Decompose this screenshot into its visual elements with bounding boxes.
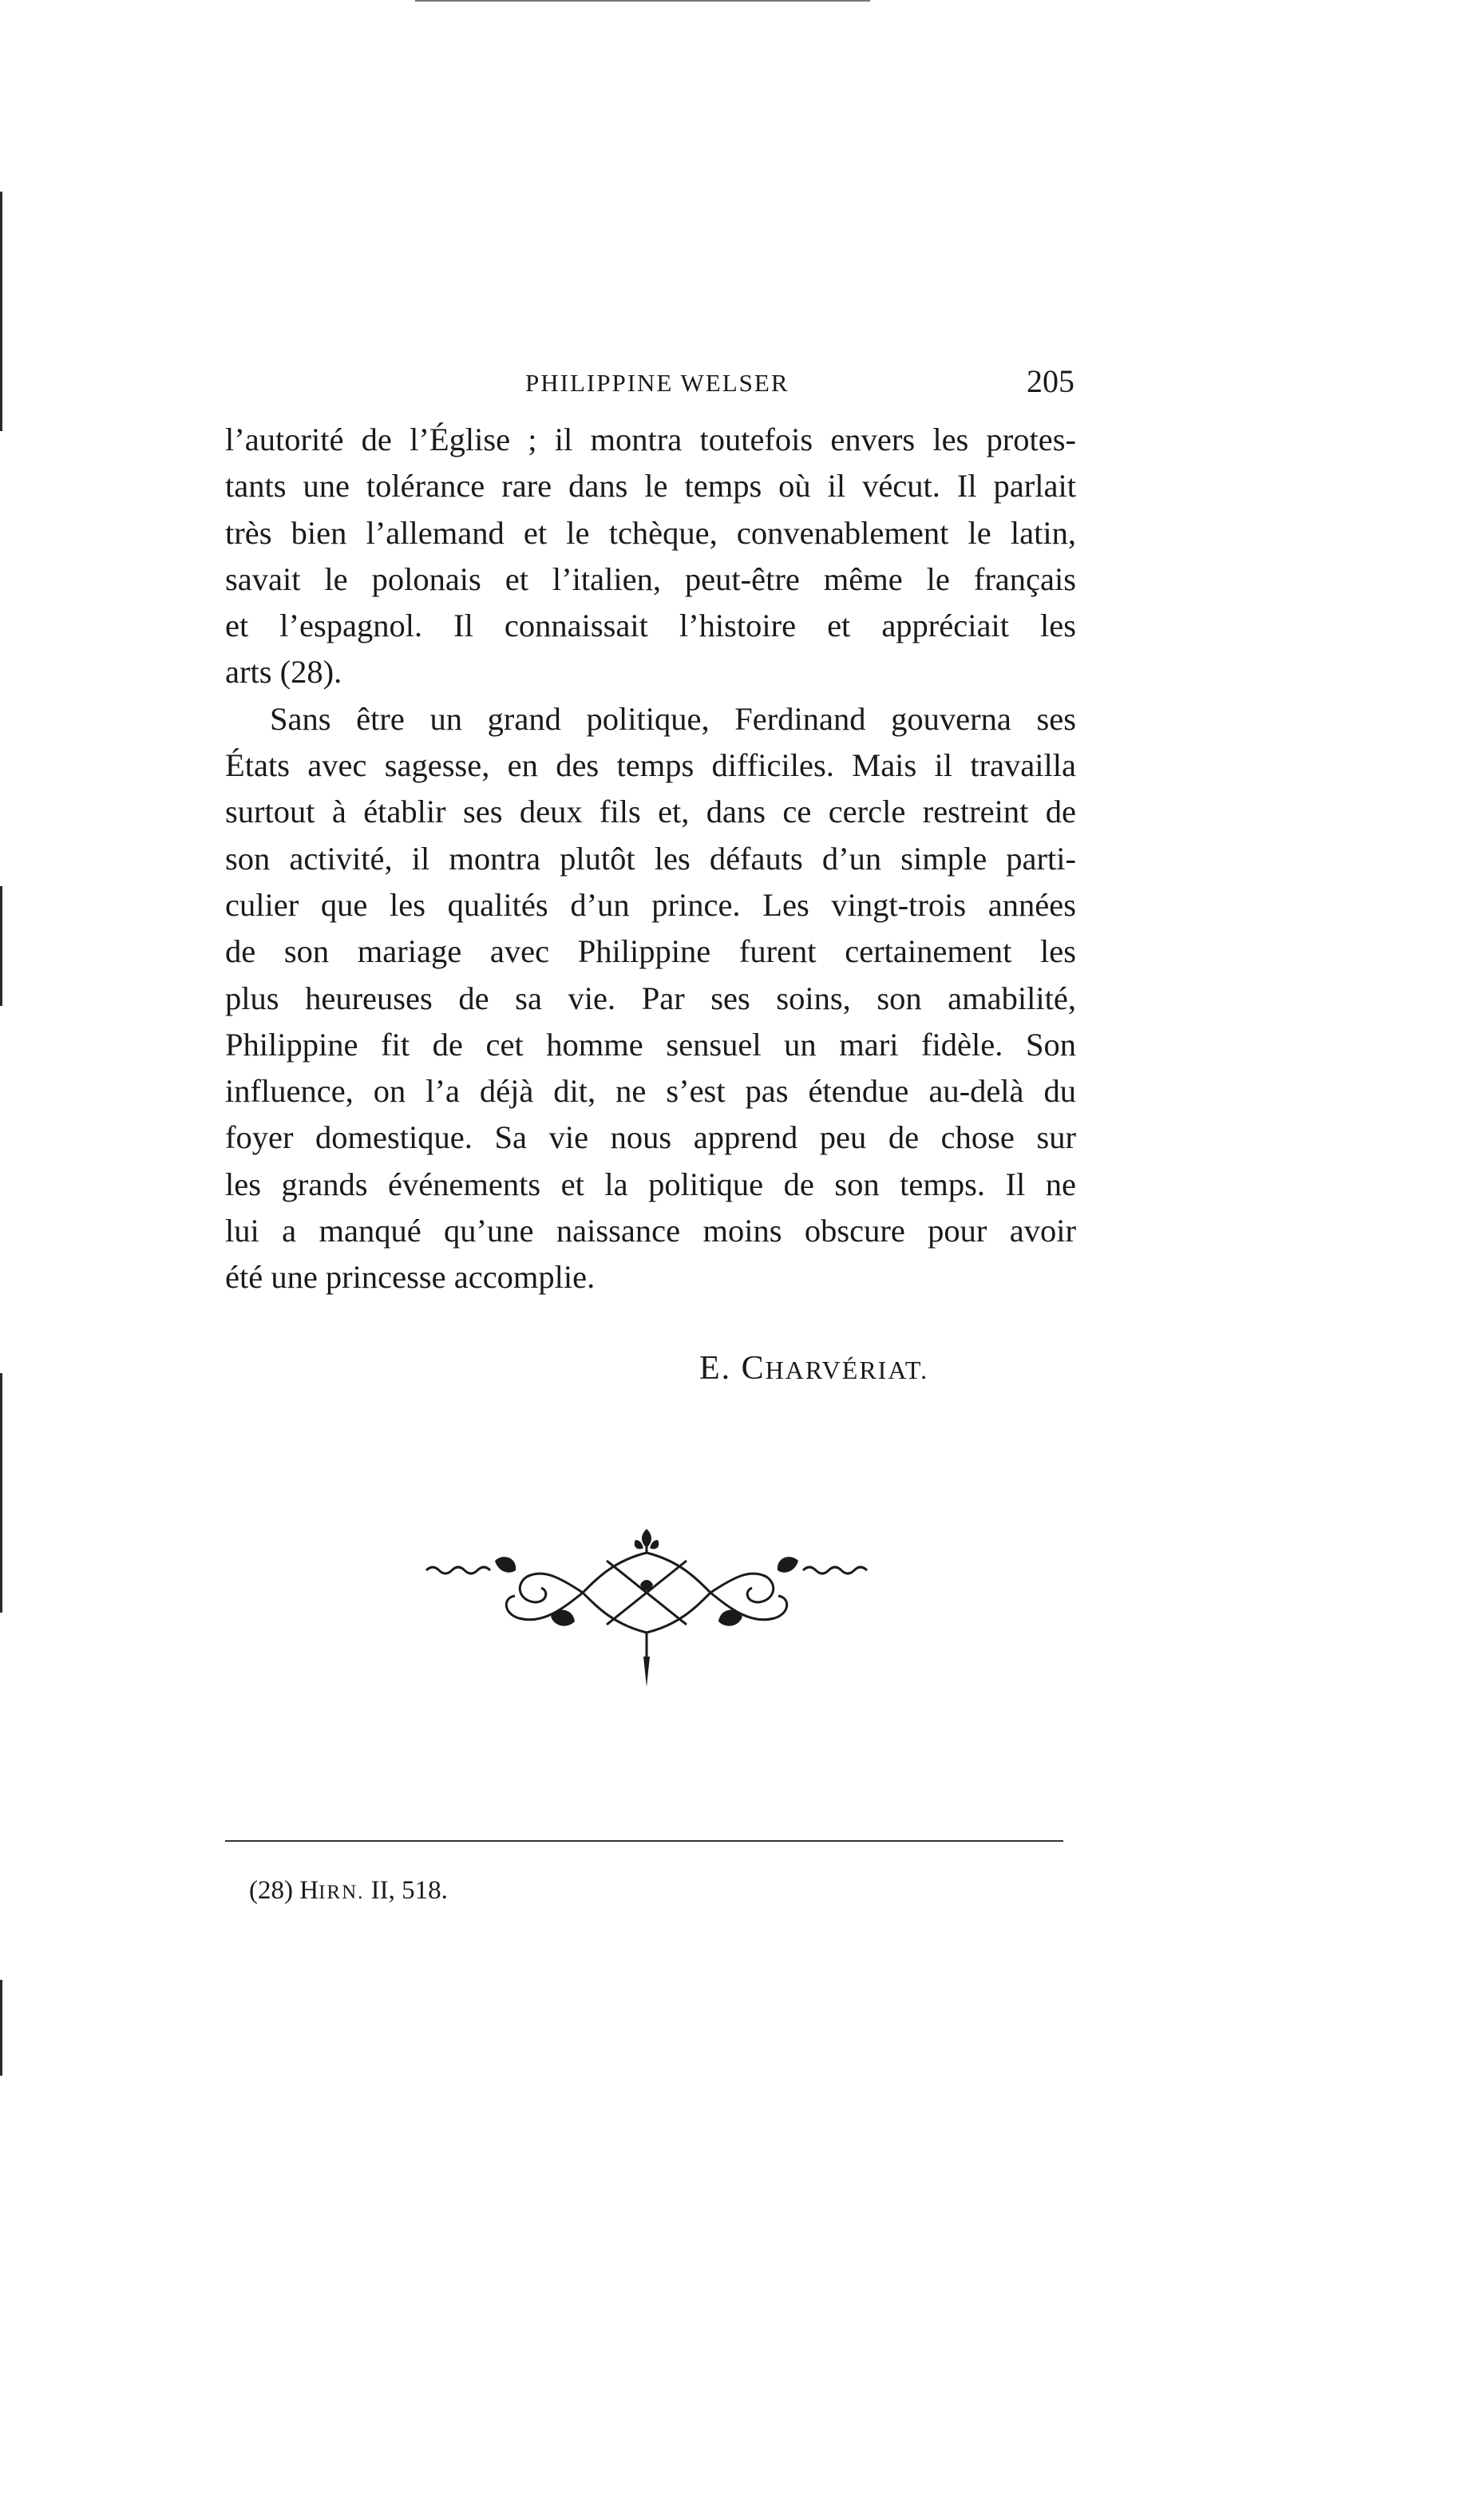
footnote-abbrev: IRN. — [319, 1882, 365, 1903]
signature-surname: HARVÉRIAT. — [765, 1356, 929, 1384]
author-signature — [699, 1349, 928, 1388]
text-line: culier que les qualités d’un prince. Les vingt-trois années — [225, 886, 1076, 923]
text-line: savait le polonais et l’italien, peut-être même le français — [225, 560, 1076, 597]
paragraph-1 — [225, 417, 1076, 696]
floral-vignette-icon — [423, 1529, 870, 1688]
text-line: influence, on l’a déjà dit, ne s’est pas étendue au-delà du — [225, 1073, 1076, 1110]
signature-initial: E. C — [699, 1350, 766, 1387]
footnote-marker: (28) H — [249, 1876, 319, 1905]
paragraph-2 — [225, 696, 1076, 1301]
page-number: 205 — [1027, 363, 1074, 399]
text-line: Sans être un grand politique, Ferdinand gouverna ses — [270, 700, 1076, 737]
text-line: et l’espagnol. Il connaissait l’histoire et appréciait les — [225, 608, 1076, 644]
text-line: l’autorité de l’Église ; il montra toutefois envers les protes- — [225, 422, 1076, 457]
scan-edge-mark — [0, 1373, 2, 1613]
text-line: surtout à établir ses deux fils et, dans ce cercle restreint de — [225, 794, 1076, 830]
scan-edge-mark — [415, 0, 870, 2]
footnote-reference: II, 518. — [364, 1876, 448, 1905]
footnote-rule — [225, 1840, 1063, 1842]
text-line: les grands événements et la politique de son temps. Il ne — [225, 1166, 1076, 1202]
text-line: très bien l’allemand et le tchèque, convenablement le latin, — [225, 514, 1076, 551]
body-text — [225, 417, 1076, 1301]
text-line: son activité, il montra plutôt les défauts d’un simple parti- — [225, 840, 1076, 877]
text-line: été une princesse accomplie. — [225, 1259, 596, 1296]
text-line: plus heureuses de sa vie. Par ses soins, son amabilité, — [225, 980, 1076, 1016]
page-header — [224, 362, 1074, 402]
running-title: PHILIPPINE WELSER — [525, 369, 789, 397]
scan-edge-mark — [0, 192, 2, 431]
text-line: arts (28). — [225, 654, 342, 691]
footnote — [249, 1876, 448, 1906]
text-line: Philippine fit de cet homme sensuel un mari fidèle. Son — [225, 1026, 1076, 1063]
text-line: lui a manqué qu’une naissance moins obscure pour avoir — [225, 1213, 1076, 1249]
text-line: États avec sagesse, en des temps difficiles. Mais il travailla — [225, 747, 1076, 784]
text-line: tants une tolérance rare dans le temps où il vécut. Il parlait — [225, 468, 1076, 505]
text-line: foyer domestique. Sa vie nous apprend peu de chose sur — [225, 1119, 1076, 1156]
text-line: de son mariage avec Philippine furent certainement les — [225, 933, 1076, 970]
scan-edge-mark — [0, 886, 2, 1006]
scan-edge-mark — [0, 1980, 2, 2076]
